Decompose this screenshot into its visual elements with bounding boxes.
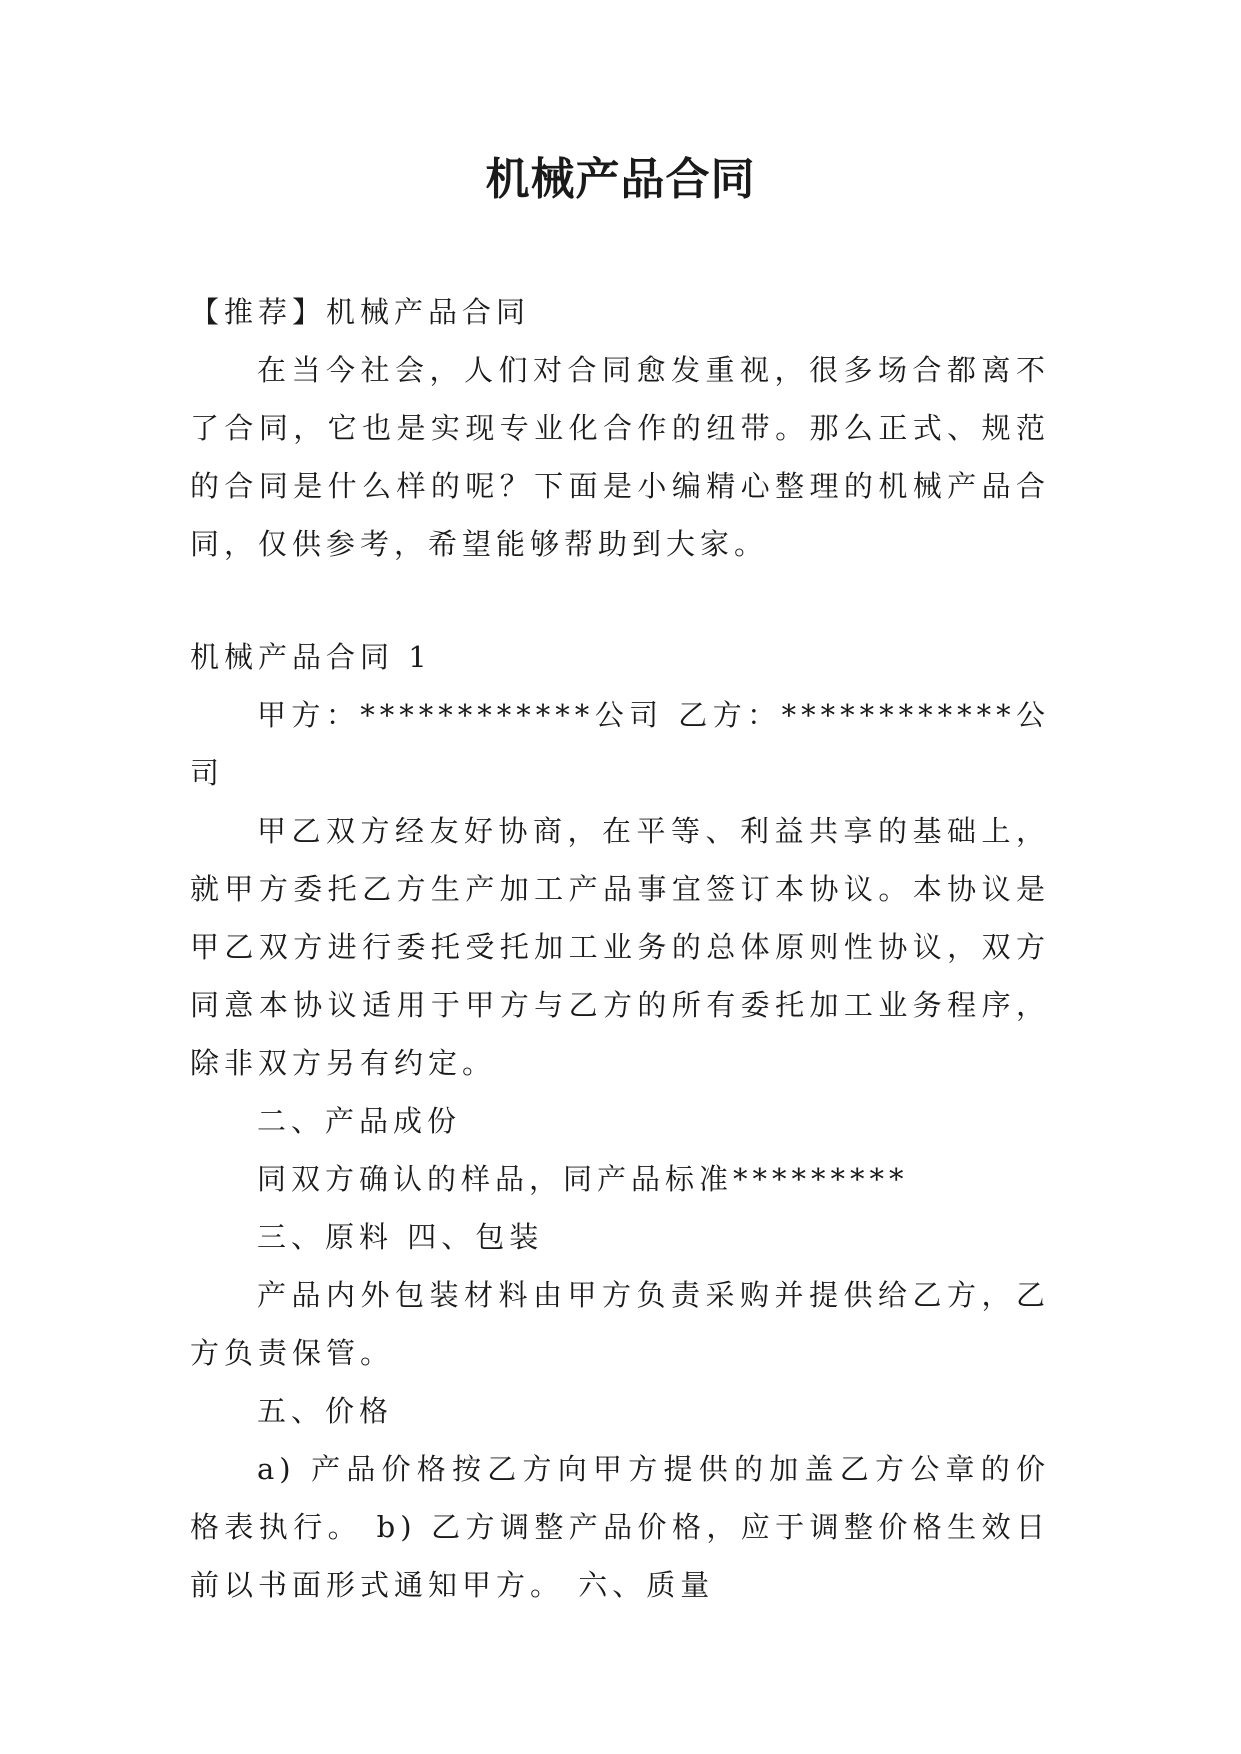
- section-heading: 五、价格: [257, 1394, 394, 1428]
- recommend-line: 【推荐】机械产品合同: [190, 295, 531, 329]
- packaging-paragraph: 产品内外包装材料由甲方负责采购并提供给乙方，乙方负责保管。: [190, 1278, 1050, 1370]
- parties-line: 甲方：************公司 乙方：************公司: [190, 698, 1050, 790]
- section-heading: 二、产品成份: [257, 1104, 462, 1138]
- section-paragraph: 同双方确认的样品，同产品标准*********: [257, 1162, 909, 1196]
- agreement-paragraph: 甲乙双方经友好协商，在平等、利益共享的基础上，就甲方委托乙方生产加工产品事宜签订本协议。本协议是甲乙双方进行委托受托加工业务的总体原则性协议，双方同意本协议适用于甲方与乙方的所有委托加工业务程序，除非双方另有约定。: [190, 814, 1050, 1080]
- document-title: 机械产品合同: [485, 154, 756, 205]
- intro-paragraph: 在当今社会，人们对合同愈发重视，很多场合都离不了合同，它也是实现专业化合作的纽带。那么正式、规范的合同是什么样的呢？下面是小编精心整理的机械产品合同，仅供参考，希望能够帮助到大家。: [190, 353, 1050, 561]
- section-heading: 三、原料 四、包装: [257, 1220, 544, 1254]
- document-body: [190, 283, 1050, 1614]
- price-paragraph: a) 产品价格按乙方向甲方提供的加盖乙方公章的价格表执行。 b) 乙方调整产品价格，应于调整价格生效日前以书面形式通知甲方。 六、质量: [190, 1452, 1050, 1602]
- contract-heading: 机械产品合同 1: [190, 640, 432, 674]
- paragraph-gap: [190, 573, 1050, 628]
